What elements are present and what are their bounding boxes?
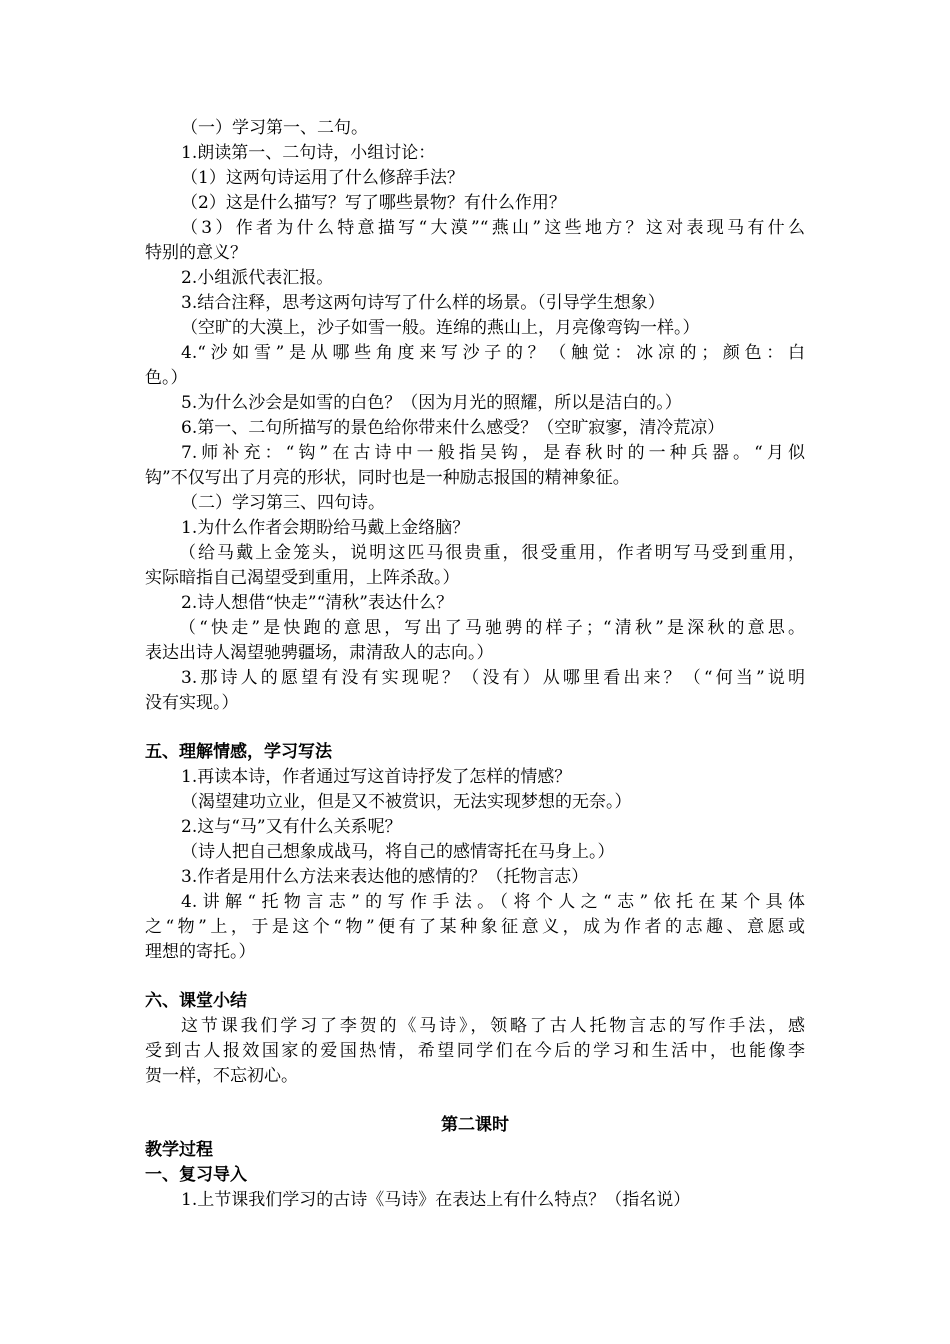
answer: （渴望建功立业，但是又不被赏识，无法实现梦想的无奈。） [181, 792, 632, 812]
question-cont: 理想的寄托。） [145, 942, 256, 962]
question-cont: 色。） [145, 368, 188, 388]
sub-question: （1）这两句诗运用了什么修辞手法？ [181, 168, 464, 188]
question: 6.第一、二句所描写的景色给你带来什么感受？（空旷寂寥，清冷荒凉） [181, 418, 725, 438]
subsection-title: （一）学习第一、二句。 [181, 118, 368, 138]
question: 3.作者是用什么方法来表达他的感情的？（托物言志） [181, 867, 589, 887]
sub-question: （3）作者为什么特意描写“大漠”“燕山”这些地方？这对表现马有什么 [181, 218, 805, 238]
section-heading: 一、复习导入 [145, 1165, 247, 1185]
answer-cont: 实际暗指自己渴望受到重用，上阵杀敌。） [145, 568, 460, 588]
question: 2.诗人想借“快走”“清秋”表达什么？ [181, 593, 453, 613]
document-page [145, 116, 805, 1213]
question: 4.讲解“托物言志”的写作手法。（将个人之“志”依托在某个具体 [181, 892, 805, 912]
question: 5.为什么沙会是如雪的白色？（因为月光的照耀，所以是洁白的。） [181, 393, 682, 413]
section-heading: 五、理解情感，学习写法 [145, 742, 332, 762]
question: 2.小组派代表汇报。 [181, 268, 334, 288]
answer: （诗人把自己想象成战马，将自己的感情寄托在马身上。） [181, 842, 615, 862]
question: 7.师补充：“钩”在古诗中一般指吴钩，是春秋时的一种兵器。“月似 [181, 443, 805, 463]
question-cont: 钩”不仅写出了月亮的形状，同时也是一种励志报国的精神象征。 [145, 468, 630, 488]
subsection-title: （二）学习第三、四句诗。 [181, 493, 385, 513]
question: 1.再读本诗，作者通过写这首诗抒发了怎样的情感？ [181, 767, 572, 787]
sub-question: （2）这是什么描写？写了哪些景物？有什么作用？ [181, 193, 566, 213]
question-cont: 没有实现。） [145, 693, 239, 713]
summary-paragraph: 这节课我们学习了李贺的《马诗》，领略了古人托物言志的写作手法，感 [181, 1016, 805, 1036]
spacer [145, 1089, 805, 1113]
question: 1.为什么作者会期盼给马戴上金络脑？ [181, 518, 470, 538]
answer-cont: 表达出诗人渴望驰骋疆场，肃清敌人的志向。） [145, 643, 494, 663]
section-heading: 六、课堂小结 [145, 991, 247, 1011]
lesson-title: 第二课时 [441, 1115, 509, 1135]
summary-paragraph-cont: 贺一样，不忘初心。 [145, 1066, 298, 1086]
question-cont: 之“物”上，于是这个“物”便有了某种象征意义，成为作者的志趣、意愿或 [145, 917, 805, 937]
sub-question-cont: 特别的意义？ [145, 243, 247, 263]
question: 4.“沙如雪”是从哪些角度来写沙子的？（触觉：冰凉的；颜色：白 [181, 343, 805, 363]
spacer [145, 716, 805, 740]
question: 1.上节课我们学习的古诗《马诗》在表达上有什么特点？（指名说） [181, 1190, 691, 1210]
question: 3.那诗人的愿望有没有实现呢？（没有）从哪里看出来？（“何当”说明 [181, 668, 805, 688]
question: 3.结合注释，思考这两句诗写了什么样的场景。（引导学生想象） [181, 293, 665, 313]
answer: （给马戴上金笼头，说明这匹马很贵重，很受重用，作者明写马受到重用， [179, 543, 805, 563]
spacer [145, 965, 805, 989]
section-heading: 教学过程 [145, 1140, 213, 1160]
answer: （空旷的大漠上，沙子如雪一般。连绵的燕山上，月亮像弯钩一样。） [181, 318, 700, 338]
summary-paragraph-cont: 受到古人报效国家的爱国热情，希望同学们在今后的学习和生活中，也能像李 [145, 1041, 805, 1061]
question: 1.朗读第一、二句诗，小组讨论： [181, 143, 436, 163]
question: 2.这与“马”又有什么关系呢？ [181, 817, 402, 837]
answer: （“快走”是快跑的意思，写出了马驰骋的样子；“清秋”是深秋的意思。 [179, 618, 805, 638]
